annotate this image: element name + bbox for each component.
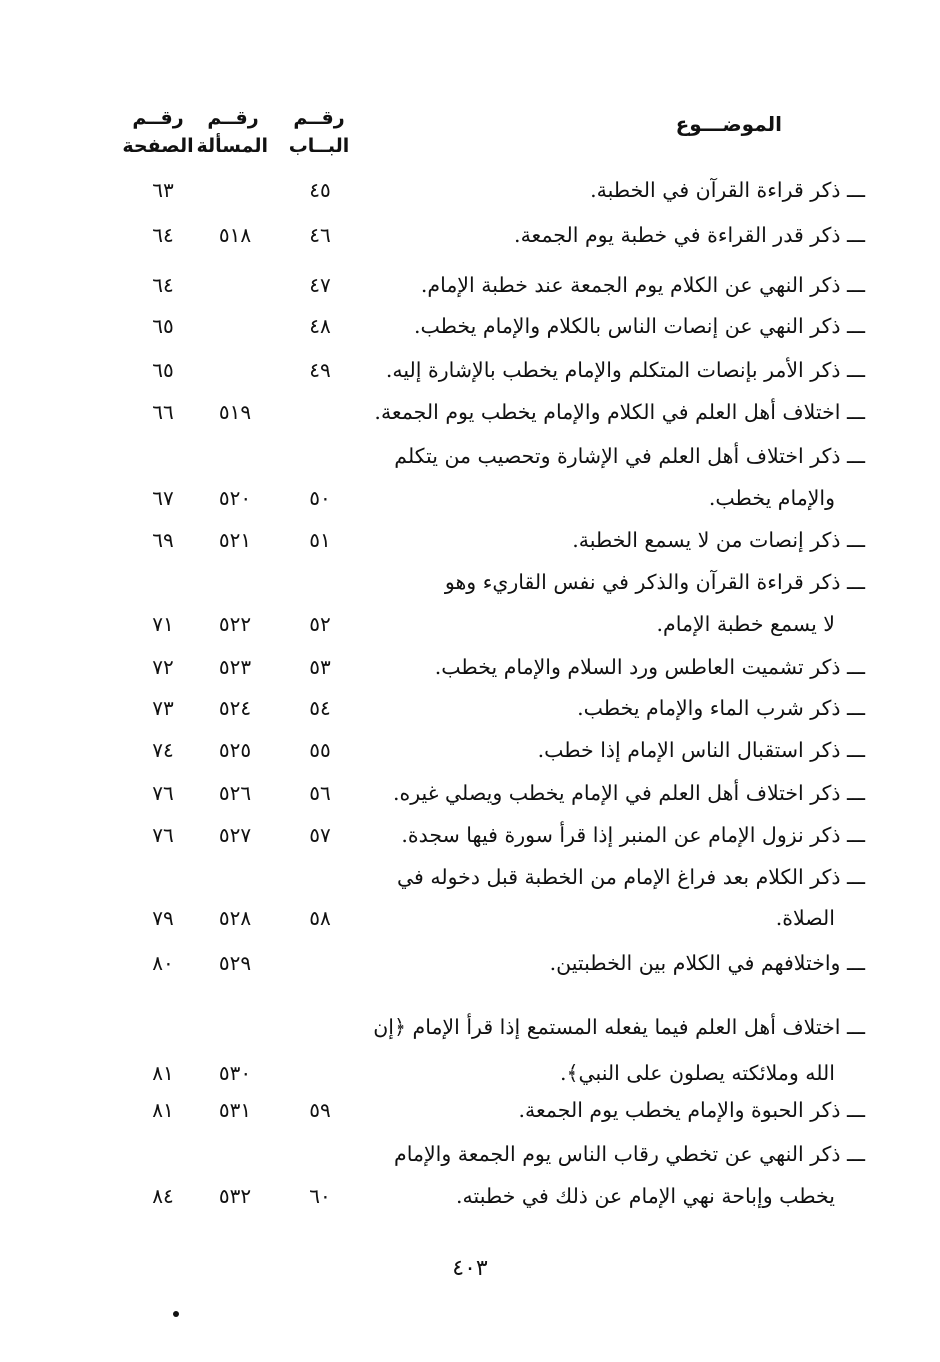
index-row xyxy=(0,350,940,390)
row-topic: يخطب وإباحة نهي الإمام عن ذلك في خطبته. xyxy=(456,1184,835,1208)
row-topic: الله وملائكته يصلون على النبي﴾. xyxy=(559,1061,835,1085)
row-topic: والإمام يخطب. xyxy=(708,486,835,510)
row-issue: ٥٢٣ xyxy=(218,655,252,679)
row-issue: ٥٢٤ xyxy=(218,696,252,720)
row-chapter: ٥٩ xyxy=(309,1098,331,1122)
row-page: ٦٤ xyxy=(152,273,174,297)
row-topic: ـــ ذكر نزول الإمام عن المنبر إذا قرأ سورة فيها سجدة. xyxy=(401,823,865,847)
row-chapter: ٥١ xyxy=(309,528,331,552)
index-row xyxy=(0,1134,940,1174)
row-topic: ـــ واختلافهم في الكلام بين الخطبتين. xyxy=(549,951,865,975)
header-chapter-bottom: البــاب xyxy=(288,135,350,157)
row-topic: ـــ اختلاف أهل العلم في الكلام والإمام يخطب يوم الجمعة. xyxy=(374,400,865,424)
row-chapter: ٥٤ xyxy=(309,696,331,720)
row-topic: لا يسمع خطبة الإمام. xyxy=(656,612,835,636)
index-row xyxy=(0,306,940,346)
row-page: ٧٦ xyxy=(152,781,174,805)
index-row xyxy=(0,773,940,813)
row-issue: ٥٢٦ xyxy=(218,781,252,805)
row-topic: ـــ ذكر إنصات من لا يسمع الخطبة. xyxy=(572,528,865,552)
row-chapter: ٤٨ xyxy=(309,314,331,338)
row-chapter: ٥٧ xyxy=(309,823,331,847)
header-page-number xyxy=(118,104,198,160)
index-row xyxy=(0,857,940,897)
header-issue-top: رقــم xyxy=(207,107,259,129)
index-row xyxy=(0,1007,940,1047)
index-row xyxy=(0,436,940,476)
row-topic: ـــ ذكر النهي عن الكلام يوم الجمعة عند خطبة الإمام. xyxy=(420,273,865,297)
index-row xyxy=(0,170,940,210)
row-chapter: ٥٢ xyxy=(309,612,331,636)
index-row xyxy=(0,215,940,255)
index-row xyxy=(0,478,940,518)
row-page: ٧٢ xyxy=(152,655,174,679)
row-chapter: ٤٦ xyxy=(309,223,331,247)
row-topic: ـــ ذكر شرب الماء والإمام يخطب. xyxy=(577,696,865,720)
row-issue: ٥٢٧ xyxy=(218,823,252,847)
row-page: ٦٦ xyxy=(152,400,174,424)
row-chapter: ٤٧ xyxy=(309,273,331,297)
row-topic: ـــ ذكر اختلاف أهل العلم في الإشارة وتحصيب من يتكلم xyxy=(394,444,865,468)
row-page: ٦٩ xyxy=(152,528,174,552)
row-issue: ٥٢٥ xyxy=(218,738,252,762)
row-topic: ـــ ذكر النهي عن إنصات الناس بالكلام والإمام يخطب. xyxy=(413,314,865,338)
header-issue-bottom: المسألة xyxy=(196,135,268,157)
row-page: ٧٩ xyxy=(152,906,174,930)
row-chapter: ٥٥ xyxy=(309,738,331,762)
index-row xyxy=(0,392,940,432)
row-chapter: ٥٣ xyxy=(309,655,331,679)
header-chapter-top: رقــم xyxy=(293,107,345,129)
row-topic: ـــ ذكر قدر القراءة في خطبة يوم الجمعة. xyxy=(514,223,865,247)
row-issue: ٥٢٠ xyxy=(218,486,252,510)
row-issue: ٥١٨ xyxy=(218,223,252,247)
index-row xyxy=(0,647,940,687)
row-page: ٦٥ xyxy=(152,314,174,338)
index-row xyxy=(0,730,940,770)
row-issue: ٥٣٢ xyxy=(218,1184,252,1208)
row-page: ٨١ xyxy=(152,1098,174,1122)
row-chapter: ٦٠ xyxy=(309,1184,331,1208)
row-issue: ٥٢٨ xyxy=(218,906,252,930)
row-topic: ـــ ذكر اختلاف أهل العلم في الإمام يخطب ويصلي غيره. xyxy=(392,781,865,805)
index-row xyxy=(0,1090,940,1130)
row-topic: ـــ اختلاف أهل العلم فيما يفعله المستمع إذا قرأ الإمام ﴿إن xyxy=(373,1015,865,1039)
page-number: ٤٠٣ xyxy=(452,1256,488,1281)
ink-dot xyxy=(173,1311,179,1317)
row-topic: ـــ ذكر تشميت العاطس ورد السلام والإمام يخطب. xyxy=(434,655,865,679)
row-topic: ـــ ذكر النهي عن تخطي رقاب الناس يوم الجمعة والإمام xyxy=(394,1142,865,1166)
row-issue: ٥٣١ xyxy=(218,1098,252,1122)
index-row xyxy=(0,562,940,602)
row-chapter: ٥٠ xyxy=(309,486,331,510)
row-issue: ٥٢٢ xyxy=(218,612,252,636)
row-page: ٦٣ xyxy=(152,178,174,202)
row-chapter: ٥٨ xyxy=(309,906,331,930)
row-page: ٦٥ xyxy=(152,358,174,382)
index-row xyxy=(0,688,940,728)
index-row xyxy=(0,604,940,644)
row-chapter: ٥٦ xyxy=(309,781,331,805)
row-page: ٨٤ xyxy=(152,1184,174,1208)
row-chapter: ٤٩ xyxy=(309,358,331,382)
index-row xyxy=(0,943,940,983)
row-page: ٦٧ xyxy=(152,486,174,510)
row-issue: ٥٢١ xyxy=(218,528,252,552)
row-issue: ٥٣٠ xyxy=(218,1061,252,1085)
row-page: ٧١ xyxy=(152,612,174,636)
header-topic xyxy=(676,110,782,138)
header-issue-number xyxy=(198,104,268,160)
row-topic: ـــ ذكر الكلام بعد فراغ الإمام من الخطبة قبل دخوله في xyxy=(396,865,865,889)
index-row xyxy=(0,1053,940,1093)
index-row xyxy=(0,815,940,855)
row-page: ٨٠ xyxy=(152,951,174,975)
index-row xyxy=(0,1176,940,1216)
header-topic-label: الموضـــوع xyxy=(675,112,782,136)
row-issue: ٥٢٩ xyxy=(218,951,252,975)
header-page-bottom: الصفحة xyxy=(122,135,194,157)
row-topic: ـــ ذكر قراءة القرآن في الخطبة. xyxy=(590,178,865,202)
row-page: ٨١ xyxy=(152,1061,174,1085)
row-page: ٧٦ xyxy=(152,823,174,847)
row-page: ٧٣ xyxy=(152,696,174,720)
row-page: ٧٤ xyxy=(152,738,174,762)
header-chapter-number xyxy=(286,104,352,160)
row-issue: ٥١٩ xyxy=(218,400,252,424)
header-page-top: رقــم xyxy=(132,107,184,129)
row-topic: ـــ ذكر الأمر بإنصات المتكلم والإمام يخطب بالإشارة إليه. xyxy=(385,358,865,382)
row-topic: ـــ ذكر استقبال الناس الإمام إذا خطب. xyxy=(537,738,865,762)
index-row xyxy=(0,265,940,305)
row-topic: ـــ ذكر قراءة القرآن والذكر في نفس القاريء وهو xyxy=(444,570,865,594)
row-topic: ـــ ذكر الحبوة والإمام يخطب يوم الجمعة. xyxy=(518,1098,865,1122)
row-topic: الصلاة. xyxy=(775,906,835,930)
index-row xyxy=(0,520,940,560)
row-chapter: ٤٥ xyxy=(309,178,331,202)
index-row xyxy=(0,898,940,938)
row-page: ٦٤ xyxy=(152,223,174,247)
